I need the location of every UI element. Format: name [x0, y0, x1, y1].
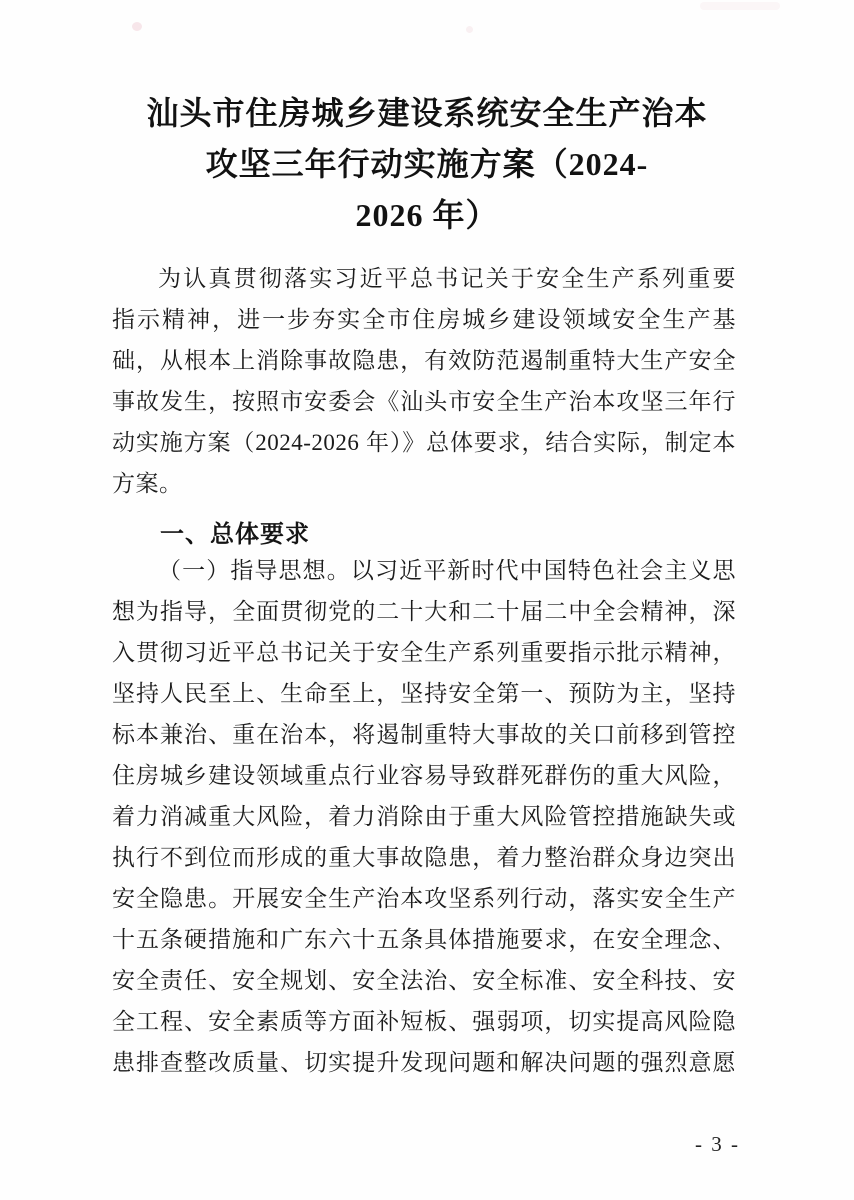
- scan-artifact: [132, 22, 142, 31]
- text-line: 十五条硬措施和广东六十五条具体措施要求，在安全理念、: [112, 927, 736, 952]
- document-title: [100, 88, 754, 241]
- text-line: 着力消减重大风险，着力消除由于重大风险管控措施缺失或: [112, 804, 736, 829]
- document-title-line: 汕头市住房城乡建设系统安全生产治本: [146, 95, 708, 131]
- text-line: 想为指导，全面贯彻党的二十大和二十届二中全会精神，深: [112, 599, 736, 624]
- page-number: - 3 -: [695, 1132, 740, 1156]
- text-line: 为认真贯彻落实习近平总书记关于安全生产系列重要: [158, 266, 736, 291]
- guiding-ideology-paragraph: [112, 550, 736, 1083]
- text-line: 指示精神，进一步夯实全市住房城乡建设领域安全生产基: [112, 307, 736, 332]
- scan-artifact: [466, 26, 473, 33]
- text-line: 础，从根本上消除事故隐患，有效防范遏制重特大生产安全: [112, 348, 736, 373]
- text-line: 入贯彻习近平总书记关于安全生产系列重要指示批示精神，: [112, 640, 736, 665]
- text-line: （一）指导思想。以习近平新时代中国特色社会主义思: [158, 558, 736, 583]
- text-line: 全工程、安全素质等方面补短板、强弱项，切实提高风险隐: [112, 1009, 736, 1034]
- text-line: 方案。: [112, 471, 183, 496]
- scan-artifact: [700, 2, 780, 10]
- text-line: 执行不到位而形成的重大事故隐患，着力整治群众身边突出: [112, 845, 736, 870]
- document-title-line: 攻坚三年行动实施方案（2024-: [205, 146, 649, 182]
- text-line: 安全隐患。开展安全生产治本攻坚系列行动，落实安全生产: [112, 886, 736, 911]
- text-line: 事故发生，按照市安委会《汕头市安全生产治本攻坚三年行: [112, 389, 736, 414]
- text-line: 坚持人民至上、生命至上，坚持安全第一、预防为主，坚持: [112, 681, 736, 706]
- intro-paragraph: [112, 258, 736, 504]
- text-line: 住房城乡建设领域重点行业容易导致群死群伤的重大风险，: [112, 763, 736, 788]
- text-line: 标本兼治、重在治本，将遏制重特大事故的关口前移到管控: [112, 722, 736, 747]
- text-line: 安全责任、安全规划、安全法治、安全标准、安全科技、安: [112, 968, 736, 993]
- text-line: 动实施方案（2024-2026 年）》总体要求，结合实际，制定本: [112, 430, 736, 455]
- document-title-line: 2026 年）: [355, 197, 499, 233]
- section-heading: 一、总体要求: [160, 521, 310, 548]
- text-line: 患排查整改质量、切实提升发现问题和解决问题的强烈意愿: [112, 1050, 736, 1075]
